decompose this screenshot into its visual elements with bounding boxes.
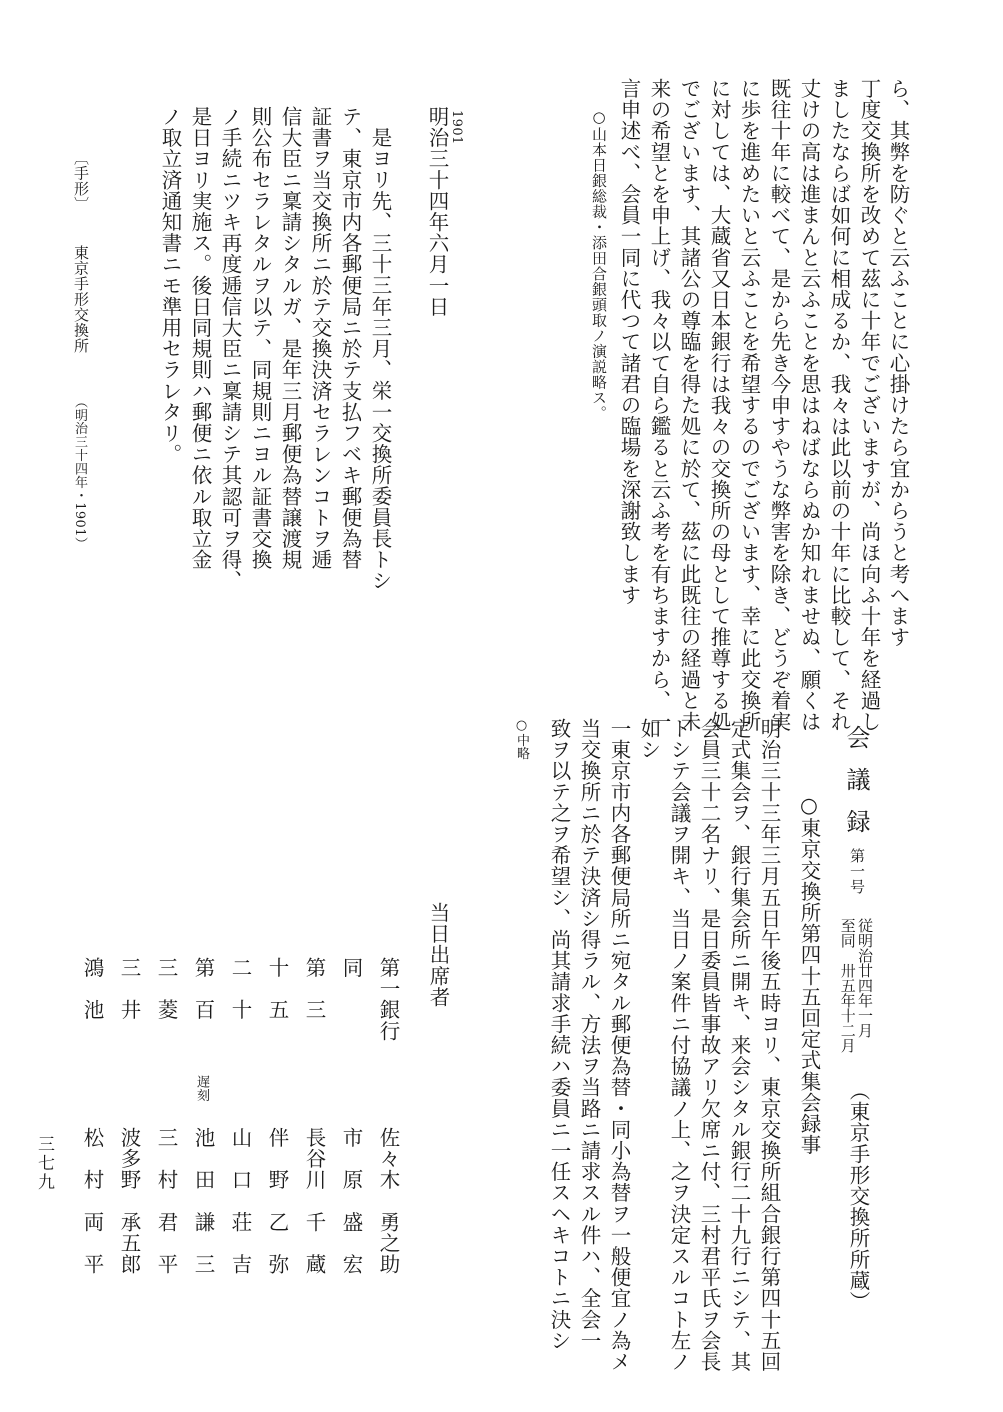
minutes-title: 会議録 [842, 725, 870, 851]
speech-line: 言申述べ、会員一同に代つて諸君の臨場を深謝致します [617, 78, 641, 606]
attendance-name: 波多野 承五郎 [117, 1127, 141, 1275]
source-date: （明治三十四年・1901） [72, 395, 87, 551]
attendance-late-note: 遅刻 [194, 1075, 209, 1102]
attendance-name: 佐々木 勇之助 [376, 1127, 400, 1275]
entry-date: 明治三十四年六月一日 [425, 106, 449, 317]
attendance-bank: 同 [339, 957, 363, 979]
attendance-bank: 三 井 [117, 957, 141, 1021]
speech-omission-note: ○山本日銀総裁・添田合銀頭取ノ演説略ス。 [590, 108, 608, 421]
source-name: 東京手形交換所 [72, 245, 90, 354]
minutes-omitted-note: ○中略 [514, 718, 529, 761]
entry-line: ノ取立済通知書ニモ準用セラレタリ。 [158, 106, 182, 465]
attendance-bank: 三 菱 [154, 957, 178, 1021]
minutes-collection: （東京手形交換所所蔵） [846, 1080, 870, 1313]
minutes-line: 当交換所ニ於テ決済シ得ラル、方法ヲ当路ニ請求スル件ハ、全会一 [577, 718, 601, 1351]
speech-line: ら、其弊を防ぐと云ふことに心掛けたら宜からうと考へます [886, 78, 910, 648]
attendance-bank: 第 三 [302, 957, 326, 1021]
source-tag: 〔手形〕 [72, 150, 90, 212]
attendance-bank: 二 十 [228, 957, 252, 1021]
attendance-bank: 鴻 池 [80, 957, 104, 1021]
attendance-name: 市 原 盛 宏 [339, 1127, 363, 1275]
speech-line: 来の希望とを申上げ、我々以て自ら鑑ると云ふ考を有ちますから、一 [647, 78, 671, 733]
attendance-name: 池 田 謙 三 [191, 1127, 215, 1275]
speech-line: に対しては、大蔵省又日本銀行は我々の交換所の母として推尊する処 [707, 78, 731, 733]
attendance-name: 伴 野 乙 弥 [265, 1127, 289, 1275]
attendance-bank: 第一銀行 [376, 957, 400, 1042]
minutes-period-to: 至同 卅五年十二月 [838, 918, 857, 1053]
entry-line: 信大臣ニ稟請シタルガ、是年三月郵便為替譲渡規 [278, 106, 302, 571]
minutes-heading: ○東京交換所第四十五回定式集会録事 [797, 793, 821, 1156]
attendance-bank: 十 五 [265, 957, 289, 1021]
entry-line: 是ヨリ先、三十三年三月、栄一交換所委員長トシ [368, 127, 392, 592]
attendance-name: 長谷川 千 蔵 [302, 1127, 326, 1275]
minutes-line: 会員三十二名ナリ、是日委員皆事故アリ欠席ニ付、三村君平氏ヲ会長 [697, 718, 721, 1373]
minutes-period-from: 従明治廿四年一月 [856, 918, 874, 1038]
speech-line: に歩を進めたいと云ふことを希望するのでございます、幸に此交換所 [737, 78, 761, 733]
speech-line: ましたならば如何に相成るか、我々は此以前の十年に比較して、それ [827, 78, 851, 733]
minutes-line: 如シ [637, 718, 661, 761]
minutes-number: 第一号 [848, 848, 866, 895]
entry-line: ノ手続ニツキ再度逓信大臣ニ稟請シテ其認可ヲ得、 [218, 106, 242, 592]
minutes-line: 致ヲ以テ之ヲ希望シ、尚其請求手続ハ委員ニ一任スヘキコトニ決シ [547, 718, 571, 1351]
entry-year: 1901 [449, 110, 464, 145]
minutes-line: トシテ会議ヲ開キ、当日ノ案件ニ付協議ノ上、之ヲ決定スルコト左ノ [667, 718, 691, 1373]
attendance-heading: 当日出席者 [426, 902, 450, 1008]
attendance-bank: 第 百 [191, 957, 215, 1021]
attendance-name: 三 村 君 平 [154, 1127, 178, 1275]
entry-line: 則公布セラレタルヲ以テ、同規則ニヨル証書交換 [248, 106, 272, 571]
minutes-line: 定式集会ヲ、銀行集会所ニ開キ、来会シタル銀行二十九行ニシテ、其 [727, 718, 751, 1373]
page-number: 三七九 [34, 1135, 54, 1192]
speech-line: 丁度交換所を改めて茲に十年でございますが、尚ほ向ふ十年を経過し [857, 78, 881, 733]
minutes-line: 明治三十三年三月五日午後五時ヨリ、東京交換所組合銀行第四十五回 [757, 718, 781, 1373]
attendance-name: 松 村 両 平 [80, 1127, 104, 1275]
speech-line: でございます、其諸公の尊臨を得た処に於て、茲に此既往の経過と未 [677, 78, 701, 733]
entry-line: テ、東京市内各郵便局ニ於テ支払フベキ郵便為替 [338, 106, 362, 571]
entry-line: 証書ヲ当交換所ニ於テ交換決済セラレンコトヲ逓 [308, 106, 332, 571]
attendance-name: 山 口 荘 吉 [228, 1127, 252, 1275]
minutes-line: 一東京市内各郵便局所ニ宛タル郵便為替・同小為替ヲ一般便宜ノ為メ [607, 718, 631, 1373]
minutes-period [839, 918, 873, 1053]
speech-line: 既往十年に較べて、是から先き今申すやうな弊害を除き、どうぞ着実 [767, 78, 791, 733]
entry-line: 是日ヨリ実施ス。後日同規則ハ郵便ニ依ル取立金 [188, 106, 212, 571]
speech-line: 丈けの高は進まんと云ふことを思はねばならぬか知れませぬ、願くは [797, 78, 821, 733]
